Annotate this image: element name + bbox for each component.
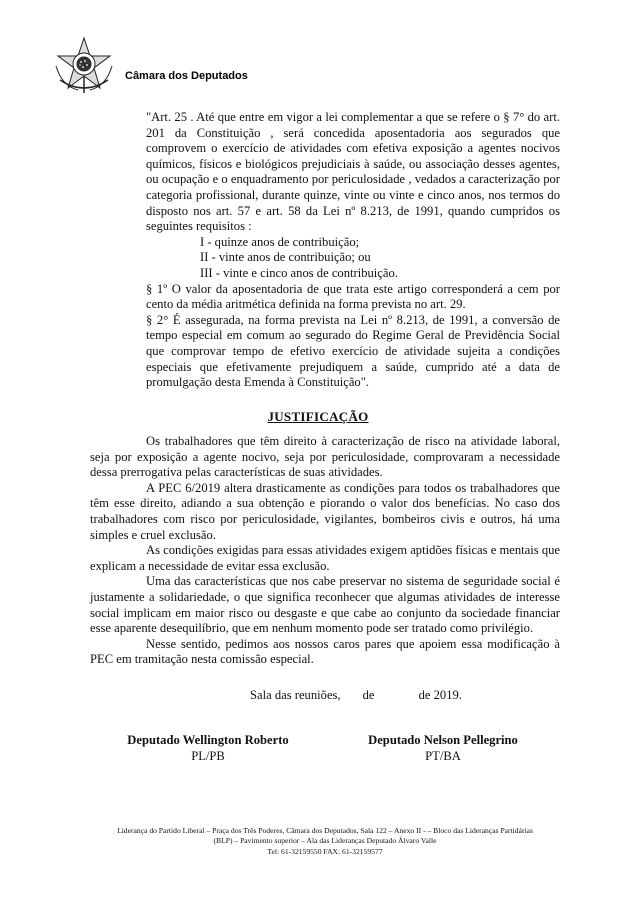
justification-paragraph: As condições exigidas para essas atividades exigem aptidões físicas e mentais que explicam a necessidade de evitar essa exclusão. xyxy=(90,543,560,573)
amendment-intro: "Art. 25 . Até que entre em vigor a lei complementar a que se refere o § 7° do art. 201 da Constituição , será concedida aposentadoria aos segurados que comprovem o exercício de atividades com efetiva exposição a agentes nocivos químicos, físicos e biológicos prejudiciais à saúde, ou associação desses agentes, ou ocupação e o enquadramento por periculosidade , vedados a caracterização por categoria profissional, durante quinze, vinte ou vinte e cinco anos, nos termos do disposto nos art. 57 e art. 58 da Lei nº 8.213, de 1991, quando cumpridos os seguintes requisitos : xyxy=(146,110,560,234)
signer-name: Deputado Wellington Roberto xyxy=(127,733,289,747)
brazil-coat-of-arms-icon xyxy=(52,36,116,94)
requirement-item: II - vinte anos de contribuição; ou xyxy=(200,250,371,265)
justification-title: JUSTIFICAÇÃO xyxy=(267,409,369,424)
requirement-item: I - quinze anos de contribuição; xyxy=(200,234,360,249)
letterhead xyxy=(52,32,612,96)
footer-address-line: (BLP) – Pavimento superior – Ala das Lideranças Deputado Álvaro Valle xyxy=(213,836,437,846)
page-footer xyxy=(60,826,590,857)
signer-party: PT/BA xyxy=(425,748,461,763)
justification-paragraph: Os trabalhadores que têm direito à caracterização de risco na atividade laboral, seja por exposição a agente nocivo, seja por periculosidade, comprovaram a necessidade dessa prerrogativa pelas características de suas atividades. xyxy=(90,434,560,480)
footer-address-line: Liderança do Partido Liberal – Praça dos Três Poderes, Câmara dos Deputados, Sala 122 – Anexo II - – Bloco das Lideranças Partidárias xyxy=(117,826,533,835)
requirement-item: III - vinte e cinco anos de contribuição. xyxy=(200,265,398,280)
organization-name: Câmara dos Deputados xyxy=(125,70,248,82)
paragraph-1: § 1º O valor da aposentadoria de que trata este artigo corresponderá a cem por cento da média aritmética definida na forma prevista no art. 29. xyxy=(146,281,560,312)
justification-body xyxy=(90,434,560,668)
justification-paragraph: Nesse sentido, pedimos aos nossos caros pares que apoiem essa modificação à PEC em tramitação nesta comissão especial. xyxy=(90,636,560,667)
justification-paragraph: Uma das características que nos cabe preservar no sistema de seguridade social é justamente a solidariedade, o que significa reconhecer que algumas atividades de interesse social implicam em maior risco ou desgaste e que cabe ao conjunto da sociedade financiar esse aparente desequilíbrio, que em nenhum momento pode ser tratado como privilégio. xyxy=(90,574,560,636)
place-date: Sala das reuniões, de de 2019. xyxy=(250,688,462,702)
signature-block-right xyxy=(343,733,543,764)
signer-party: PL/PB xyxy=(191,748,225,763)
paragraph-2: § 2° É assegurada, na forma prevista na Lei nº 8.213, de 1991, a conversão de tempo especial em comum ao segurado do Regime Geral de Previdência Social que comprovar tempo de efetivo exercício de atividade sujeita a condições especiais que efetivamente prejudiquem a saúde, cumprido até a data de promulgação desta Emenda à Constituição". xyxy=(146,312,560,390)
signature-block-left xyxy=(108,733,308,764)
footer-contact-line: Tel: 61-32159550 FAX: 61-32159577 xyxy=(267,846,383,856)
amendment-text xyxy=(146,110,560,391)
signer-name: Deputado Nelson Pellegrino xyxy=(368,733,518,747)
justification-paragraph: A PEC 6/2019 altera drasticamente as condições para todos os trabalhadores que têm esse direito, adiando a sua obtenção e piorando o valor dos benefícias. No caso dos trabalhadores com risco por periculosidade, vigilantes, bombeiros civis e outros, há uma simples e cruel exclusão. xyxy=(90,480,560,542)
